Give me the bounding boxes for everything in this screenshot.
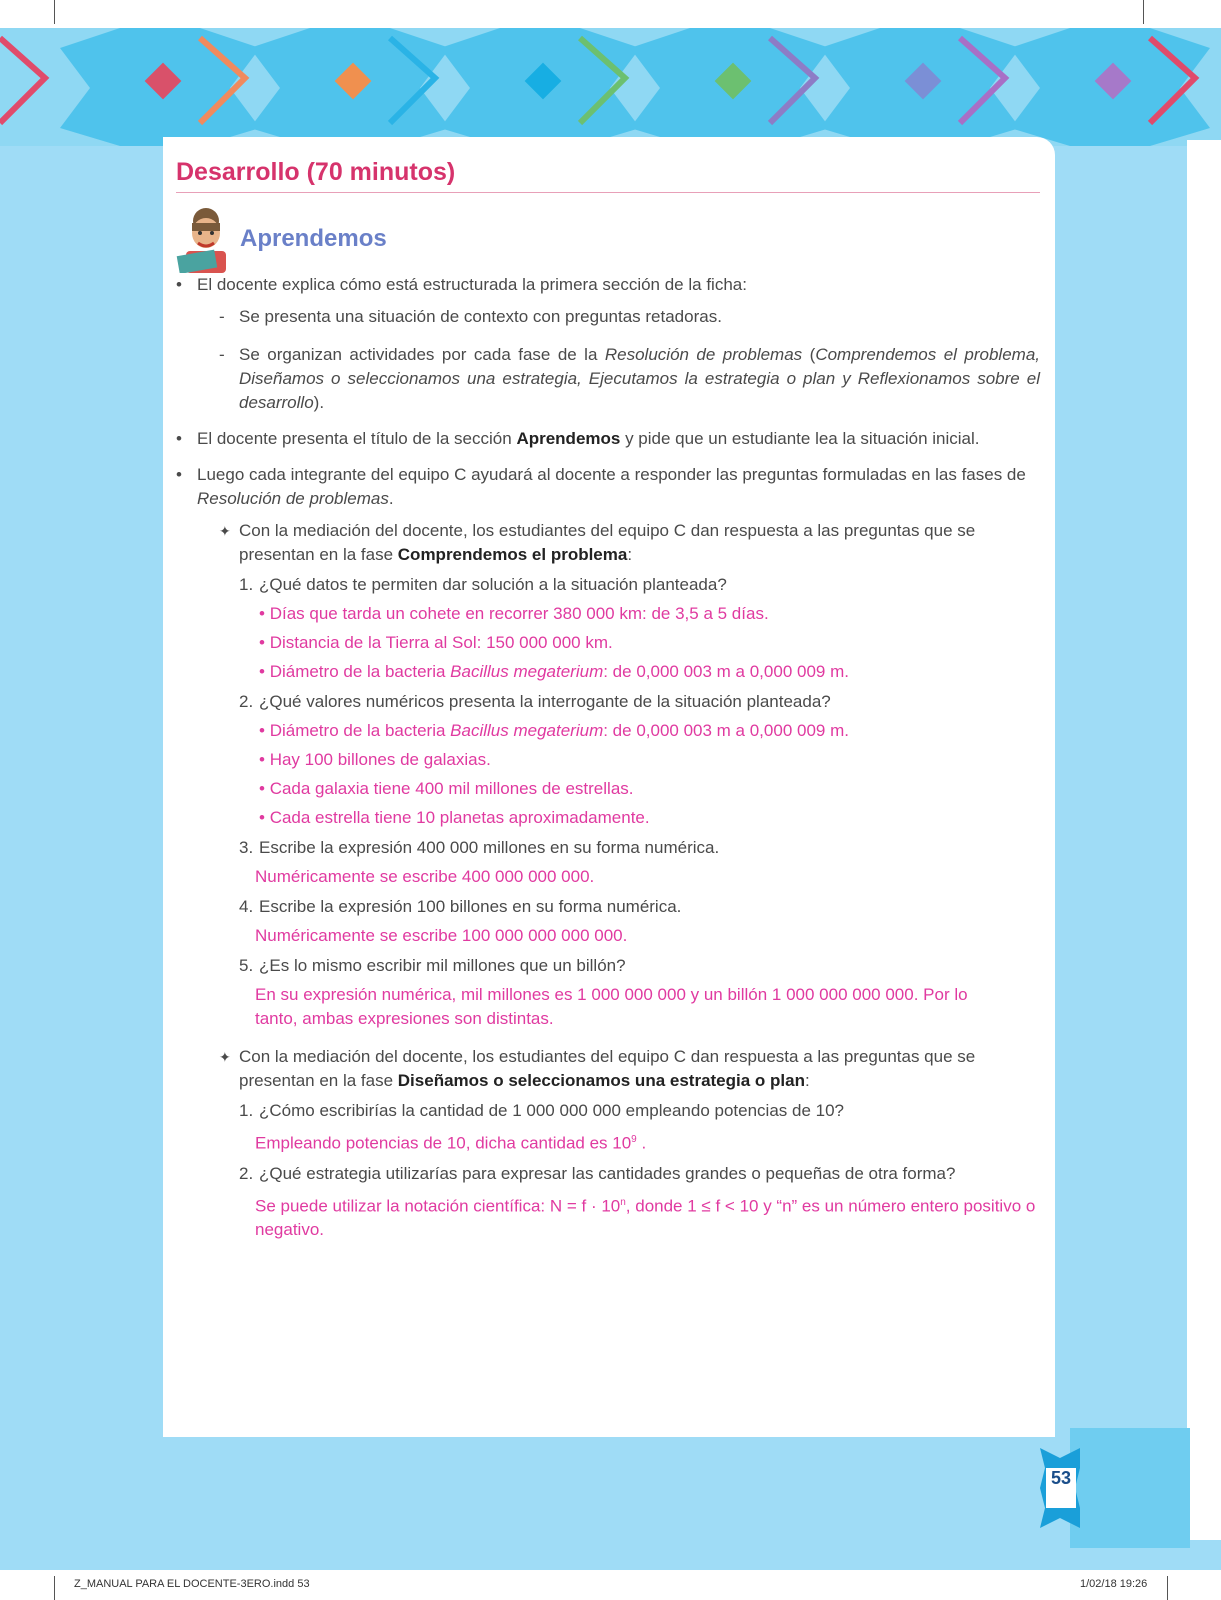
sub-text-italic: Comprendemos el problema, Diseñamos o seleccionamos una estrategia, Ejecutamos la estrategia o plan y Reflexionamos sobre el desarrollo [239, 345, 1040, 412]
question-number: 2. [239, 1163, 254, 1183]
answer [197, 1128, 1040, 1156]
answer-text: , donde 1 ≤ f < 10 y “n” es un número entero positivo o negativo. [255, 1196, 1036, 1240]
crop-mark [1143, 0, 1144, 24]
answer [197, 865, 1040, 889]
phase-item [197, 1045, 1040, 1093]
answer-text-italic: Bacillus megaterium [450, 721, 604, 740]
main-content [176, 160, 1040, 1254]
answer-text: Cada estrella tiene 10 planetas aproximadamente. [269, 808, 650, 827]
sub-item [197, 343, 1040, 415]
phase-item [197, 519, 1040, 567]
answer [197, 924, 1040, 948]
bullet-text: Luego cada integrante del equipo C ayudará al docente a responder las preguntas formuladas en las fases de [197, 465, 1026, 484]
phase-text: : [804, 1071, 810, 1090]
bullet-icon: • [176, 275, 182, 294]
answer-text: Diámetro de la bacteria [269, 721, 451, 740]
sub-item [197, 305, 1040, 329]
phase-text: Con la mediación del docente, los estudiantes del equipo C dan respuesta a las preguntas que se presentan en la fase [239, 1047, 976, 1090]
answer-text: Diámetro de la bacteria [269, 662, 451, 681]
question-number: 3. [239, 838, 254, 857]
question-text: Escribe la expresión 100 billones en su forma numérica. [259, 897, 682, 916]
question-text: ¿Qué valores numéricos presenta la interrogante de la situación planteada? [259, 692, 831, 711]
answer-text: Días que tarda un cohete en recorrer 380 000 km: de 3,5 a 5 días. [269, 604, 769, 623]
list-item [176, 463, 1040, 1242]
dash-icon: - [219, 307, 225, 326]
question [197, 836, 1040, 860]
question [197, 1162, 1040, 1186]
footer-filename: Z_MANUAL PARA EL DOCENTE-3ERO.indd 53 [74, 1578, 310, 1590]
question-text: ¿Qué estrategia utilizarías para expresar las cantidades grandes o pequeñas de otra forma? [259, 1163, 956, 1183]
aprendemos-header [176, 201, 1040, 273]
phase-text: Con la mediación del docente, los estudiantes del equipo C dan respuesta a las preguntas que se presentan en la fase [239, 521, 976, 564]
answer-text: : de 0,000 003 m a 0,000 009 m. [603, 662, 849, 681]
crop-mark [54, 0, 55, 24]
decorative-header-band [0, 28, 1221, 146]
sub-text: Se presenta una situación de contexto con preguntas retadoras. [239, 307, 722, 326]
answer [197, 983, 1040, 1031]
phase-text: : [627, 545, 633, 564]
bullet-text: El docente explica cómo está estructurada la primera sección de la ficha: [197, 275, 747, 294]
plus-icon: ✦ [219, 1049, 231, 1065]
question-number: 5. [239, 956, 254, 975]
question-number: 4. [239, 897, 254, 916]
question [197, 954, 1040, 978]
question-text: ¿Qué datos te permiten dar solución a la situación planteada? [259, 575, 727, 594]
answer: • Hay 100 billones de galaxias. [259, 750, 491, 769]
answer-exponent: 9 [631, 1134, 637, 1145]
answer [197, 1191, 1040, 1243]
bullet-text-italic: Resolución de problemas [197, 489, 389, 508]
list-item [176, 273, 1040, 415]
answer-text: Numéricamente se escribe 400 000 000 000. [255, 867, 595, 886]
question-number: 1. [239, 575, 254, 594]
bullet-text: El docente presenta el título de la sección [197, 429, 517, 448]
question-text: Escribe la expresión 400 000 millones en su forma numérica. [259, 838, 720, 857]
answer-exponent: n [620, 1196, 626, 1208]
question-number: 2. [239, 692, 254, 711]
answer-text: Numéricamente se escribe 100 000 000 000 000. [255, 926, 628, 945]
bullet-icon: • [176, 465, 182, 484]
bullet-text-bold: Aprendemos [516, 429, 621, 448]
bullet-text: y pide que un estudiante lea la situación inicial. [620, 429, 980, 448]
phase-text-bold: Comprendemos el problema [397, 545, 628, 564]
answer: • Cada galaxia tiene 400 mil millones de estrellas. [259, 779, 634, 798]
question [197, 895, 1040, 919]
answer: • Diámetro de la bacteria Bacillus megaterium: de 0,000 003 m a 0,000 009 m. [259, 721, 849, 740]
question [197, 690, 1040, 714]
answer-text: Se puede utilizar la notación científica: N = f · 10 [255, 1196, 621, 1216]
sub-text-italic: Resolución de problemas [604, 345, 803, 364]
answer: • Distancia de la Tierra al Sol: 150 000 000 km. [259, 633, 613, 652]
dash-icon: - [219, 345, 225, 364]
page-number: 53 [1050, 1468, 1072, 1488]
sub-text: Se organizan actividades por cada fase de la [239, 345, 605, 364]
answer-text: Empleando potencias de 10, dicha cantidad es 10 [255, 1133, 632, 1153]
question-number: 1. [239, 1101, 254, 1120]
sub-text: ). [313, 393, 325, 412]
section-heading: Desarrollo (70 minutos) [176, 160, 1040, 193]
crop-mark [1167, 1576, 1168, 1600]
answer-text: Hay 100 billones de galaxias. [269, 750, 491, 769]
sub-text: ( [802, 345, 816, 364]
answer-text: : de 0,000 003 m a 0,000 009 m. [603, 721, 849, 740]
aprendemos-title: Aprendemos [240, 225, 387, 252]
answer: • Diámetro de la bacteria Bacillus megaterium: de 0,000 003 m a 0,000 009 m. [259, 662, 849, 681]
answer-text-italic: Bacillus megaterium [450, 662, 604, 681]
bullet-icon: • [176, 429, 182, 448]
answer: • Días que tarda un cohete en recorrer 380 000 km: de 3,5 a 5 días. [259, 604, 769, 623]
right-margin-strip [1187, 140, 1221, 1540]
phase-text-bold: Diseñamos o seleccionamos una estrategia o plan [397, 1071, 805, 1090]
question [197, 1099, 1040, 1123]
answer: • Cada estrella tiene 10 planetas aproximadamente. [259, 808, 650, 827]
question-text: ¿Cómo escribirías la cantidad de 1 000 000 000 empleando potencias de 10? [259, 1101, 844, 1120]
list-item [176, 427, 1040, 451]
bullet-text: . [388, 489, 394, 508]
student-reading-icon [176, 207, 230, 273]
answer-text: . [636, 1133, 647, 1153]
answer-text: Distancia de la Tierra al Sol: 150 000 000 km. [269, 633, 613, 652]
activity-list [176, 273, 1040, 1242]
crop-mark [54, 1576, 55, 1600]
answer-text: Cada galaxia tiene 400 mil millones de estrellas. [269, 779, 634, 798]
answer-text: En su expresión numérica, mil millones es 1 000 000 000 y un billón 1 000 000 000 000. Por lo tanto, ambas expresiones son distintas. [255, 985, 968, 1028]
question [197, 573, 1040, 597]
footer-timestamp: 1/02/18 19:26 [1080, 1578, 1148, 1590]
question-text: ¿Es lo mismo escribir mil millones que un billón? [259, 956, 626, 975]
plus-icon: ✦ [219, 523, 231, 539]
